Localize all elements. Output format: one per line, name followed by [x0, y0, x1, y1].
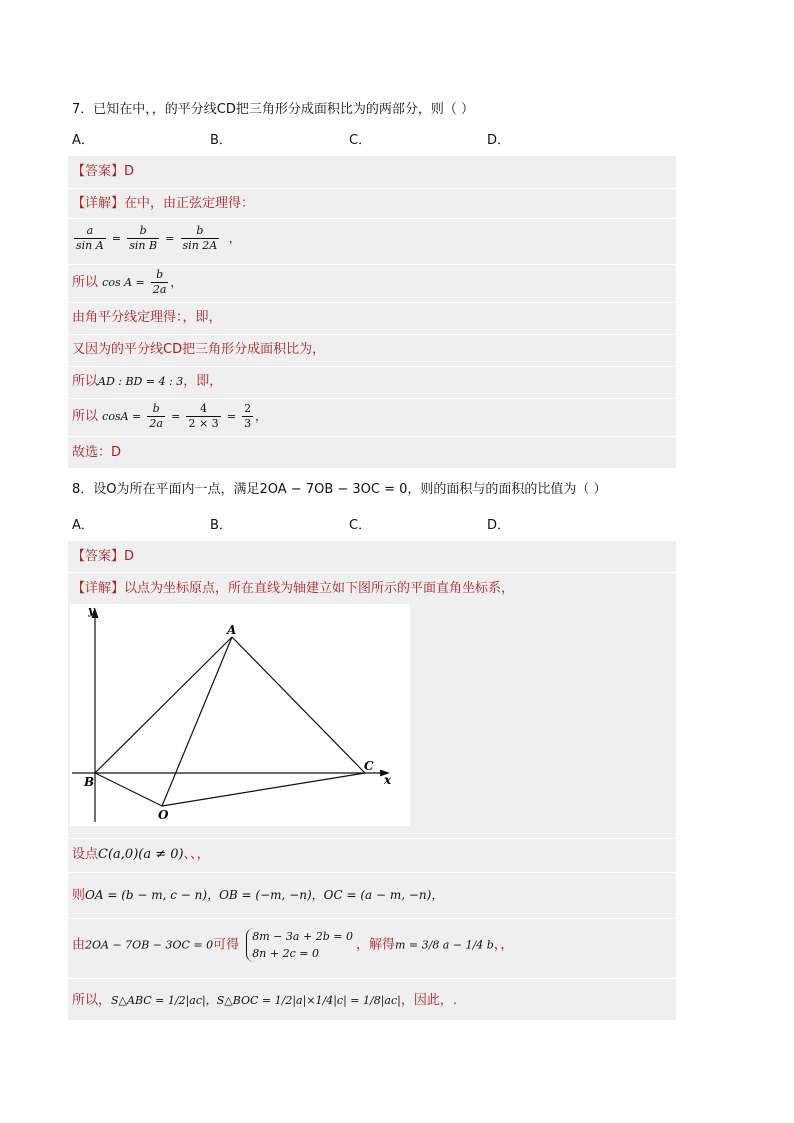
solution-7-answer	[72, 163, 134, 181]
system-line: 由2OA − 7OB − 3OC = 0可得 8m − 3a + 2b = 0 8n + 2c = 0 ，解得m = 3/8 a − 1/4 b，，	[72, 930, 514, 960]
solution-8-answer: 【答案】D	[72, 549, 135, 564]
point-c-line: 设点C(a,0)(a ≠ 0)、、，	[72, 847, 210, 862]
q7-option-b: B．	[210, 133, 232, 148]
q7-option-d: D．	[487, 133, 511, 148]
q8-option-a: A．	[72, 518, 94, 533]
label-x: x	[384, 773, 392, 787]
q8-option-b: B．	[210, 518, 232, 533]
solution-7-detail-intro: 【详解】在中，由正弦定理得：	[72, 196, 255, 211]
label-c: C	[364, 759, 374, 773]
q7-option-c: C．	[349, 133, 372, 148]
solution-8-detail-intro: 【详解】以点为坐标原点，所在直线为轴建立如下图所示的平面直角坐标系，	[72, 581, 515, 596]
area-result-line: 所以，S△ABC = 1/2|ac|，S△BOC = 1/2|a|×1/4|c| = 1/8|ac|，因此，.	[72, 993, 457, 1008]
angle-bisector-line: 由角平分线定理得：，即，	[72, 310, 222, 325]
answer-value: D	[124, 164, 135, 179]
label-y: y	[88, 604, 95, 617]
q8-option-d: D．	[487, 518, 511, 533]
question-7-stem: 7．已知在中，，的平分线CD把三角形分成面积比为的两部分，则（ ）	[72, 102, 474, 117]
vectors-line: 则OA = (b − m, c − n)，OB = (−m, −n)，OC = (a − m, −n)，	[72, 888, 444, 903]
cos-a-result-line: 所以 cosA = $\frac{b}{2a}$ = $\frac{4}{2 \times 3}$ = $\frac{2}{3}$ ，	[72, 402, 267, 430]
equation-system: 8m − 3a + 2b = 0 8n + 2c = 0	[246, 928, 353, 962]
cos-a-line: 所以 cos A = $\frac{b}{2a}$ ，	[72, 268, 182, 296]
question-8-stem: 8．设O为所在平面内一点，满足2OA − 7OB − 3OC = 0，则的面积与的面积的比值为（ ）	[72, 482, 607, 497]
q7-option-a: A．	[72, 133, 94, 148]
label-o: O	[158, 808, 169, 822]
label-a: A	[227, 623, 237, 637]
ad-bd-line: 所以AD : BD = 4 : 3，即，	[72, 374, 223, 389]
law-of-sines-formula: $\frac{a}{\text{sin A}}$ = $\frac{b}{\text{sin B}}$ = $\frac{b}{\sin 2A}$ ，	[76, 224, 240, 252]
q8-option-c: C．	[349, 518, 372, 533]
answer-tag: 【答案】	[72, 164, 125, 179]
label-b: B	[84, 775, 95, 789]
coordinate-diagram	[70, 604, 410, 826]
area-ratio-line: 又因为的平分线CD把三角形分成面积比为，	[72, 342, 326, 357]
detail-tag: 【详解】	[72, 196, 125, 211]
solution-7-choice: 故选：D	[72, 445, 122, 460]
